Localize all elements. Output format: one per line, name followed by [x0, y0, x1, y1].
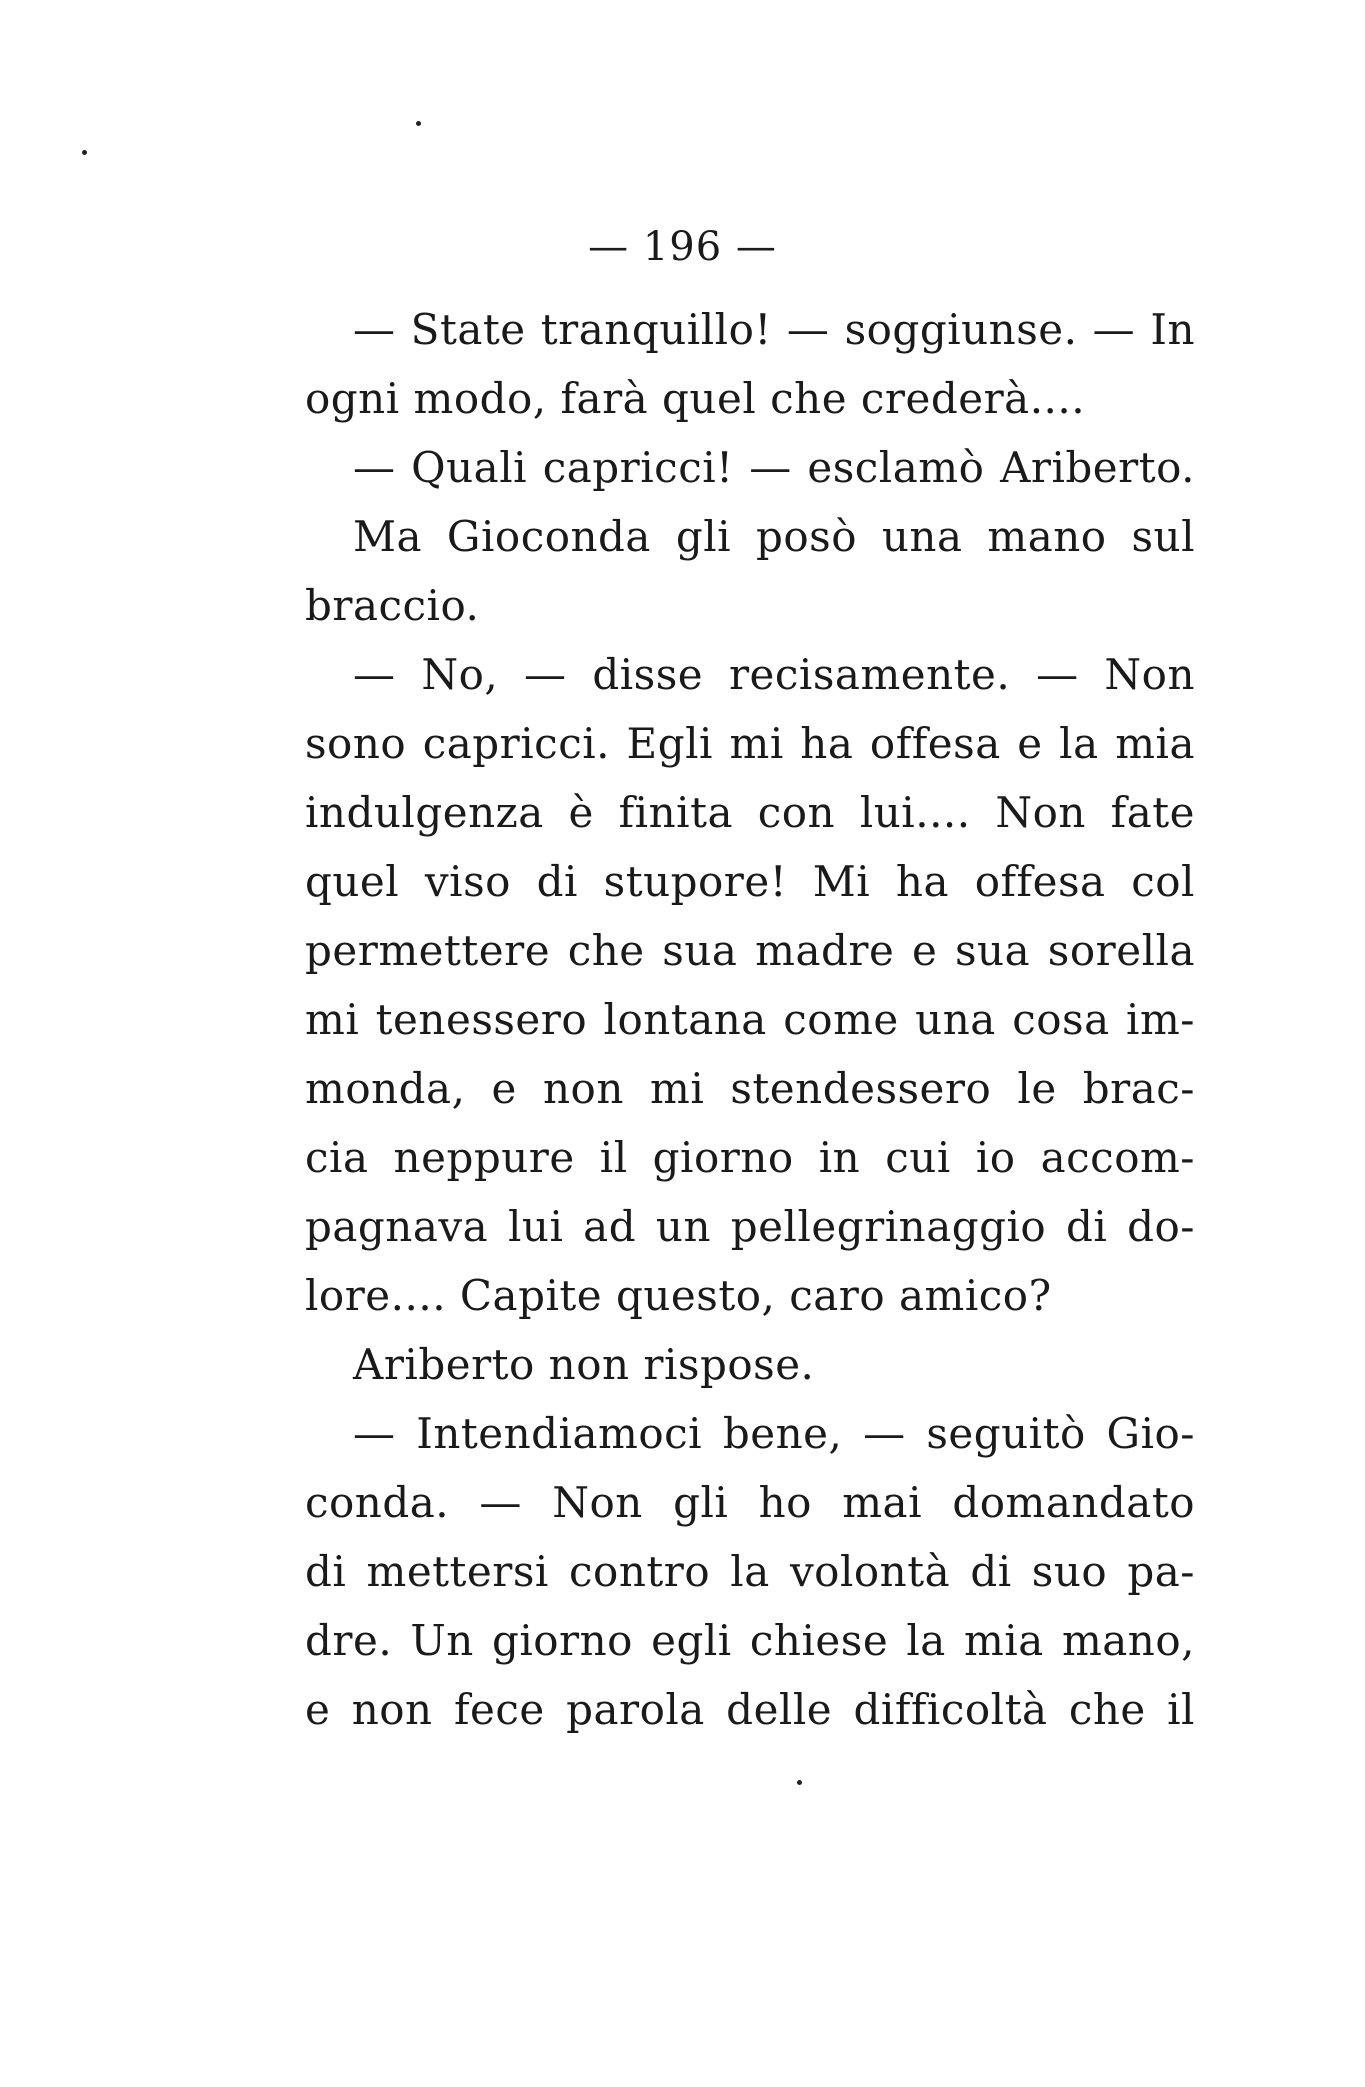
- text-line: — Intendiamoci bene, — seguitò Gio-: [353, 1409, 1195, 1458]
- text-line: cia neppure il giorno in cui io accom-: [305, 1133, 1195, 1182]
- text-line: — Quali capricci! — esclamò Ariberto.: [353, 443, 1195, 492]
- text-line: mi tenessero lontana come una cosa im-: [305, 995, 1195, 1044]
- text-line: indulgenza è finita con lui.... Non fate: [305, 788, 1195, 837]
- print-speck: [82, 150, 87, 155]
- text-line: permettere che sua madre e sua sorella: [305, 926, 1195, 975]
- text-line: pagnava lui ad un pellegrinaggio di do-: [305, 1202, 1195, 1251]
- text-line: monda, e non mi stendessero le brac-: [305, 1064, 1195, 1113]
- text-line: conda. — Non gli ho mai domandato: [305, 1478, 1195, 1527]
- print-speck: [416, 121, 421, 126]
- text-line: Ariberto non rispose.: [353, 1340, 815, 1389]
- text-line: e non fece parola delle difficoltà che il: [305, 1685, 1195, 1734]
- text-line: — State tranquillo! — soggiunse. — In: [353, 305, 1195, 354]
- text-line: di mettersi contro la volontà di suo pa-: [305, 1547, 1195, 1596]
- text-line: ogni modo, farà quel che crederà....: [305, 374, 1086, 423]
- text-line: — No, — disse recisamente. — Non: [353, 650, 1195, 699]
- text-line: dre. Un giorno egli chiese la mia mano,: [305, 1616, 1195, 1665]
- print-speck: [797, 1780, 802, 1785]
- text-line: sono capricci. Egli mi ha offesa e la mia: [305, 719, 1195, 768]
- text-line: lore.... Capite questo, caro amico?: [305, 1271, 1052, 1320]
- text-line: Ma Gioconda gli posò una mano sul: [353, 512, 1195, 561]
- text-line: quel viso di stupore! Mi ha offesa col: [305, 857, 1195, 906]
- body-text: [305, 295, 1195, 1744]
- text-line: braccio.: [305, 581, 480, 630]
- page-number: — 196 —: [588, 224, 777, 270]
